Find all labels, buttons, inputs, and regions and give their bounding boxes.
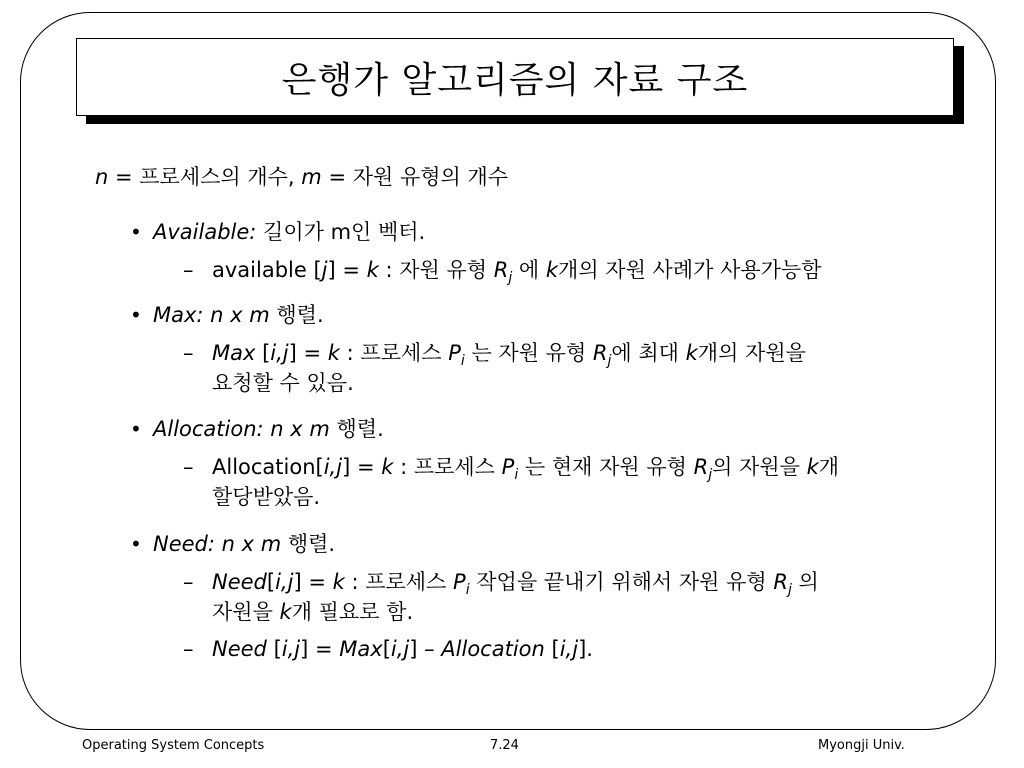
allocation-name: Allocation: n x m — [153, 417, 330, 441]
text: 의 자원을 — [712, 455, 807, 479]
var: Need — [212, 570, 267, 594]
subscript: i — [465, 582, 470, 598]
allocation-heading — [153, 415, 384, 443]
var: j — [321, 258, 328, 282]
text: ]. — [578, 637, 593, 661]
title-box — [76, 38, 954, 116]
var: R — [592, 341, 608, 365]
text: ] = — [300, 637, 340, 661]
var: i,j — [390, 637, 410, 661]
text: ] = — [293, 570, 333, 594]
intro-line — [95, 163, 508, 191]
need-detail-line2 — [212, 598, 413, 626]
text: 작업을 끝내기 위해서 자원 유형 — [469, 570, 774, 594]
text: 개 — [818, 455, 840, 479]
var: P — [501, 455, 515, 479]
need-desc: 행렬. — [281, 532, 336, 556]
need-formula — [212, 635, 593, 663]
text: 에 — [512, 258, 546, 282]
subscript: j — [787, 582, 792, 598]
text: 에 최대 — [611, 341, 686, 365]
footer-left: Operating System Concepts — [82, 738, 265, 753]
bullet-available: • — [130, 220, 142, 244]
text: ] – — [409, 637, 442, 661]
subscript: j — [508, 270, 513, 286]
text: ] = — [327, 258, 367, 282]
intro-text-1: = 프로세스의 개수, — [108, 165, 302, 189]
dash-max: – — [183, 341, 194, 365]
text: : 프로세스 — [339, 341, 449, 365]
subscript: i — [514, 467, 519, 483]
allocation-detail-line1 — [212, 453, 839, 481]
var: i,j — [275, 570, 294, 594]
var: P — [453, 570, 466, 594]
var: P — [448, 341, 461, 365]
text: 자원을 — [212, 600, 280, 624]
text: 개의 자원을 — [697, 341, 806, 365]
n-var: n — [95, 165, 109, 189]
subscript: j — [708, 467, 713, 483]
max-desc: 행렬. — [269, 303, 324, 327]
max-name: Max: n x m — [153, 303, 270, 327]
var: k — [806, 455, 819, 479]
text: 개 필요로 함. — [291, 600, 414, 624]
var: Max — [212, 341, 256, 365]
slide-title: 은행가 알고리즘의 자료 구조 — [281, 59, 749, 101]
text: ] = — [342, 455, 382, 479]
subscript: j — [607, 353, 612, 369]
var: R — [493, 258, 509, 282]
text: [ — [266, 570, 276, 594]
text: ] = — [288, 341, 328, 365]
text: 개의 자원 사례가 사용가능함 — [558, 258, 822, 282]
var: k — [366, 258, 379, 282]
dash-need-2: – — [183, 637, 194, 661]
var: k — [332, 570, 345, 594]
text: : 프로세스 — [344, 570, 454, 594]
var: k — [381, 455, 394, 479]
bullet-need: • — [130, 532, 142, 556]
dash-available: – — [183, 258, 194, 282]
intro-text-2: = 자원 유형의 개수 — [321, 165, 509, 189]
var: Max — [339, 637, 383, 661]
available-heading — [153, 218, 425, 246]
text: [ — [266, 637, 282, 661]
var: k — [279, 600, 292, 624]
m-var: m — [301, 165, 322, 189]
available-name: Available: — [153, 220, 257, 244]
var: i,j — [323, 455, 343, 479]
var: k — [545, 258, 559, 282]
need-detail-line1 — [212, 568, 819, 596]
var: R — [693, 455, 709, 479]
footer-right: Myongji Univ. — [818, 738, 905, 753]
var: k — [685, 341, 698, 365]
var: i,j — [270, 341, 289, 365]
text: [ — [544, 637, 560, 661]
var: Need — [212, 637, 267, 661]
var: R — [773, 570, 788, 594]
text: [ — [382, 637, 391, 661]
allocation-detail-line2: 할당받았음. — [212, 485, 321, 509]
text: : 자원 유형 — [378, 258, 494, 282]
text: available [ — [212, 258, 322, 282]
var: Allocation — [441, 637, 545, 661]
text: : 프로세스 — [393, 455, 502, 479]
dash-need-1: – — [183, 570, 194, 594]
max-detail-line2: 요청할 수 있음. — [212, 371, 354, 395]
available-detail — [212, 256, 822, 284]
var: i,j — [559, 637, 579, 661]
max-detail-line1 — [212, 339, 806, 367]
var: i,j — [281, 637, 301, 661]
available-desc: 길이가 m인 벡터. — [256, 220, 426, 244]
text: 의 — [791, 570, 819, 594]
bullet-allocation: • — [130, 417, 142, 441]
need-name: Need: n x m — [153, 532, 282, 556]
allocation-desc: 행렬. — [329, 417, 384, 441]
text: 는 자원 유형 — [464, 341, 593, 365]
bullet-max: • — [130, 303, 142, 327]
text: [ — [255, 341, 271, 365]
text: Allocation[ — [212, 455, 324, 479]
need-heading — [153, 530, 335, 558]
dash-allocation: – — [183, 455, 194, 479]
footer-center: 7.24 — [490, 738, 519, 753]
text: 는 현재 자원 유형 — [518, 455, 694, 479]
max-heading — [153, 301, 324, 329]
var: k — [327, 341, 340, 365]
subscript: i — [460, 353, 465, 369]
